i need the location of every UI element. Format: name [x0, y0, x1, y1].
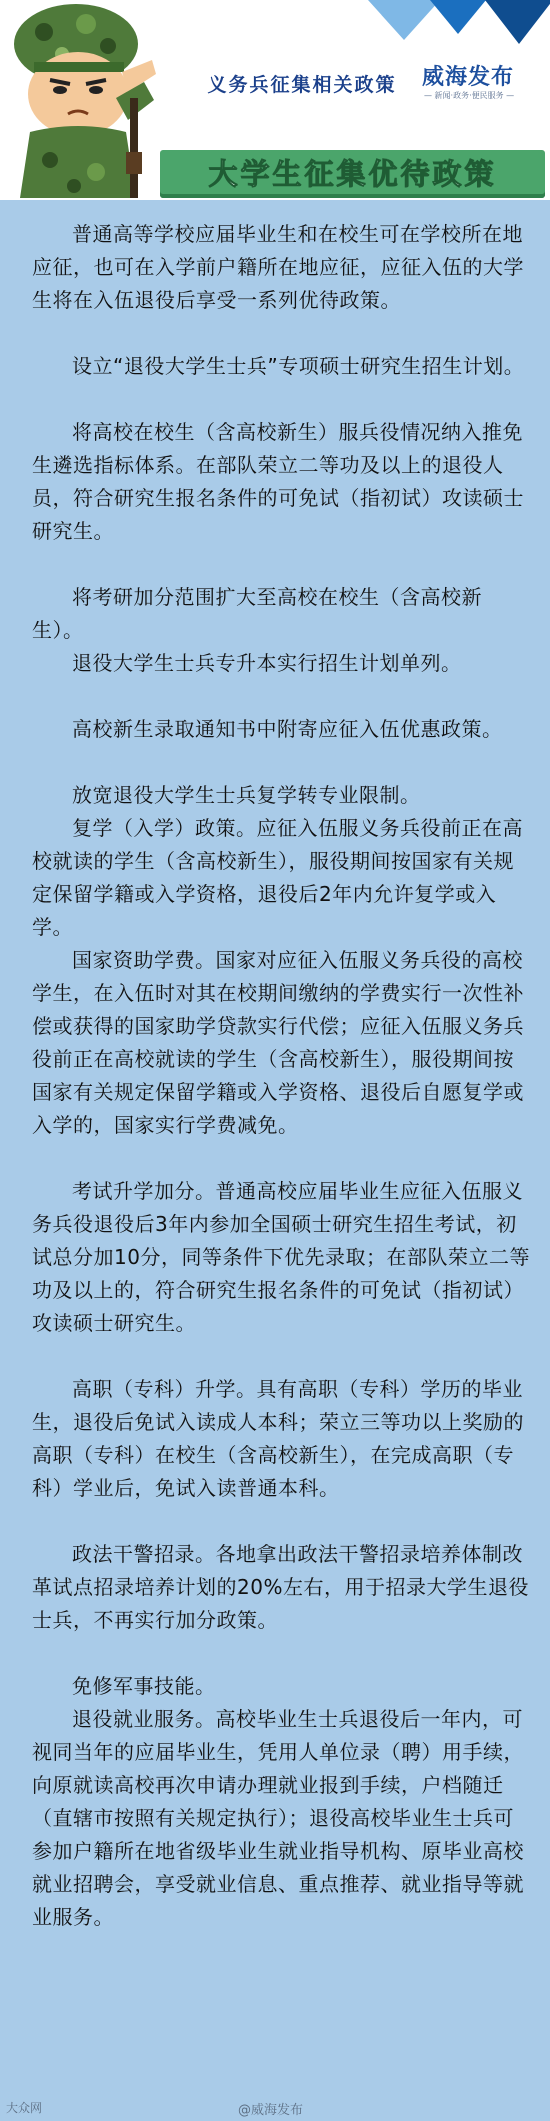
paragraph-police-recruit: 政法干警招录。各地拿出政法干警招录培养体制改革试点招录培养计划的20%左右，用于招录大学生退役士兵，不再实行加分政策。	[32, 1542, 529, 1632]
decorative-triangle	[485, 0, 550, 44]
paragraph-exam-points: 考试升学加分。普通高校应届毕业生应征入伍服义务兵役退役后3年内参加全国硕士研究生招生考试，初试总分加10分，同等条件下优先录取；在部队荣立二等功及以上的，符合研究生报名条件的可免试（指初试）攻读硕士研究生。	[32, 1179, 530, 1335]
saluting-soldier-illustration	[4, 2, 164, 198]
paragraph-vocational: 高职（专科）升学。具有高职（专科）学历的毕业生，退役后免试入读成人本科；荣立三等功以上奖励的高职（专科）在校生（含高校新生），在完成高职（专科）学业后，免试入读普通本科。	[32, 1377, 524, 1500]
brand-logo	[418, 56, 542, 104]
page-title: 大学生征集优待政策	[160, 150, 545, 198]
paragraph-resume-study: 复学（入学）政策。应征入伍服义务兵役前正在高校就读的学生（含高校新生），服役期间按国家有关规定保留学籍或入学资格，退役后2年内允许复学或入学。	[32, 816, 523, 939]
footer-watermark	[0, 2093, 550, 2121]
paragraph-tuition-aid: 国家资助学费。国家对应征入伍服义务兵役的高校学生，在入伍时对其在校期间缴纳的学费实行一次性补偿或获得的国家助学贷款实行代偿；应征入伍服义务兵役前正在高校就读的学生（含高校新生），服役期间按国家有关规定保留学籍或入学资格、退役后自愿复学或入学的，国家实行学费减免。	[32, 948, 524, 1137]
paragraph-upgrade-plan: 退役大学生士兵专升本实行招生计划单列。	[72, 651, 462, 675]
title-banner	[150, 150, 550, 198]
paragraph-employment: 退役就业服务。高校毕业生士兵退役后一年内，可视同当年的应届毕业生，凭用人单位录（聘）用手续，向原就读高校再次申请办理就业报到手续，户档随迁（直辖市按照有关规定执行）；退役高校毕业生士兵可参加户籍所在地省级毕业生就业指导机构、原毕业高校就业招聘会，享受就业信息、重点推荐、就业指导等就业服务。	[32, 1707, 524, 1929]
paragraph-exam-bonus: 将考研加分范围扩大至高校在校生（含高校新生）。	[32, 585, 482, 642]
paragraph-military-skills: 免修军事技能。	[72, 1674, 216, 1698]
decorative-triangle	[430, 0, 486, 34]
watermark-account: @威海发布	[238, 2103, 304, 2118]
paragraph-recommendation: 将高校在校生（含高校新生）服兵役情况纳入推免生遴选指标体系。在部队荣立二等功及以上的退役人员，符合研究生报名条件的可免试（指初试）攻读硕士研究生。	[32, 420, 524, 543]
watermark-source: 大众网	[6, 2101, 43, 2115]
brand-name: 威海发布	[422, 64, 515, 90]
section-title: 义务兵征集相关政策	[207, 74, 397, 96]
header-banner	[0, 0, 550, 200]
paragraph-major-transfer: 放宽退役大学生士兵复学转专业限制。	[72, 783, 421, 807]
brand-slogan: — 新闻·政务·便民服务 —	[424, 91, 515, 100]
paragraph-intro: 普通高等学校应届毕业生和在校生可在学校所在地应征，也可在入学前户籍所在地应征，应征入伍的大学生将在入伍退役后享受一系列优待政策。	[32, 222, 524, 312]
paragraph-graduate-plan: 设立“退役大学生士兵”专项硕士研究生招生计划。	[72, 354, 525, 378]
paragraph-admission-letter: 高校新生录取通知书中附寄应征入伍优惠政策。	[72, 717, 503, 741]
